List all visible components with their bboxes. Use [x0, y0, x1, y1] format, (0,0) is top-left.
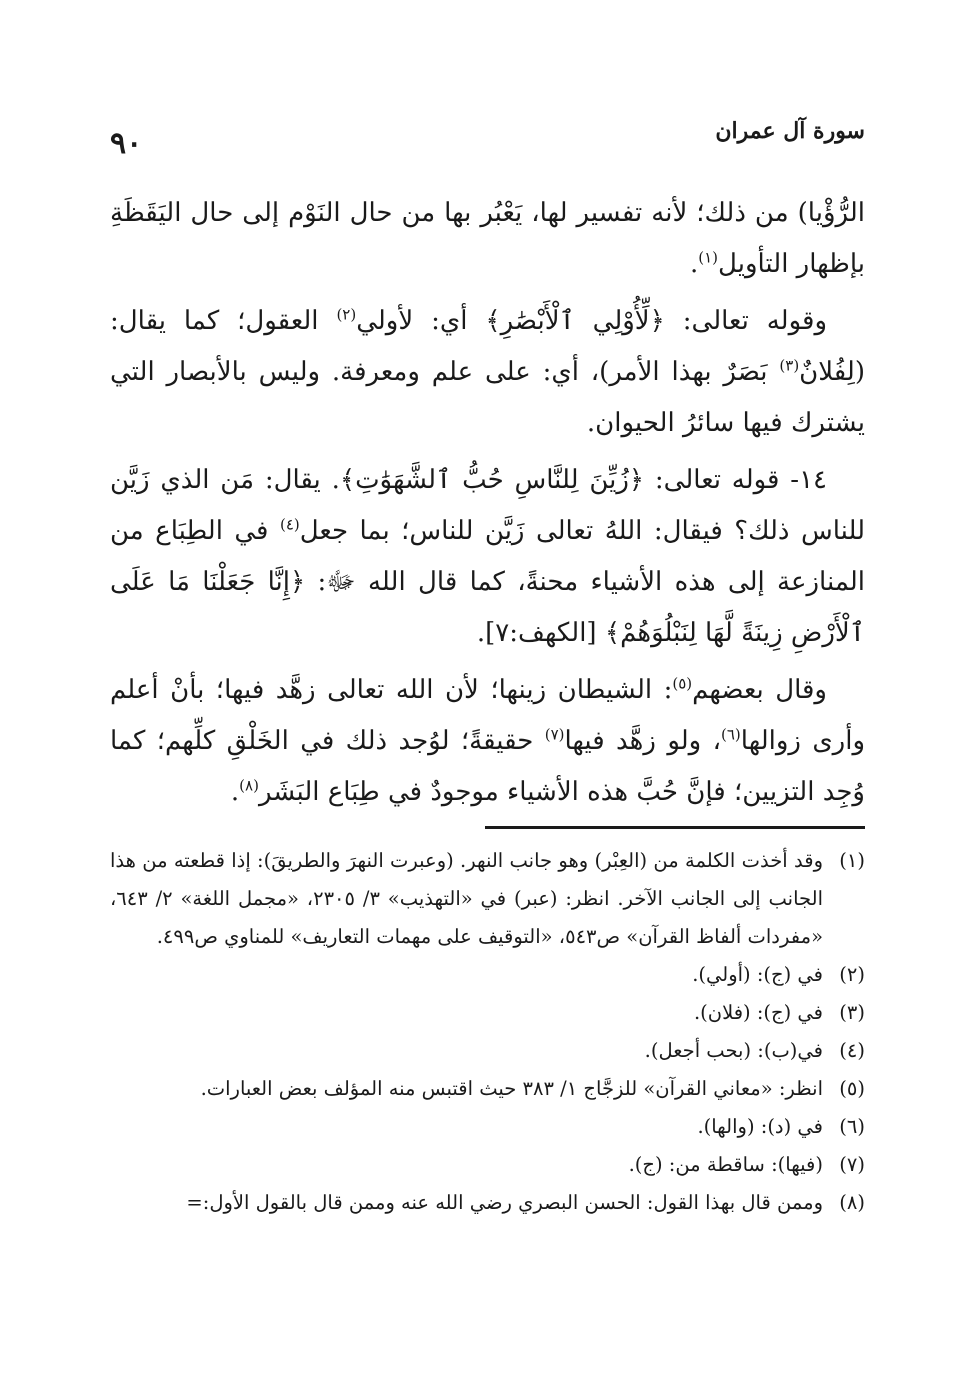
paragraph-text: العقول؛ كما يقال: (لِفُلانٌ: [110, 306, 865, 387]
paragraph-1: [110, 188, 865, 290]
footnote-text: (فيها): ساقطة من: (ج).: [628, 1153, 823, 1176]
footnote-text: انظر: «معاني القرآن» للزجَّاج ١/ ٣٨٣ حيث اقتبس منه المؤلف بعض العبارات.: [200, 1077, 823, 1100]
paragraph-text: حقيقةً؛ لوُجد ذلك في الخَلْقِ كلِّهم؛ كما وُجِد التزيين؛ فإنَّ حُبَّ هذه الأشياء موجودٌ في طِبَاع البَشَر: [110, 726, 865, 807]
footnote-ref-4: (٤): [279, 515, 300, 534]
paragraph-text: .: [689, 249, 699, 279]
main-text: [110, 188, 865, 824]
paragraph-text: وقوله تعالى: ﴿لِّأُوْلِي ٱلْأَبْصَٰرِ﴾ أي: لأولي: [356, 306, 828, 336]
footnote-number: (١): [839, 849, 865, 872]
paragraph-text: الرُّؤْيا) من ذلك؛ لأنه تفسير لها، يَعْبُر بها من حال النَوْم إلى حال اليَقَظَةِ بإظهار التأويل: [110, 198, 865, 279]
footnote-text: وممن قال بهذا القول: الحسن البصري رضي الله عنه وممن قال بالقول الأول:=: [186, 1191, 823, 1214]
footnote-ref-6: (٦): [721, 725, 741, 744]
paragraph-text: .: [230, 777, 240, 807]
footnote-number: (٣): [839, 1001, 865, 1024]
footnote-ref-5: (٥): [672, 674, 693, 693]
paragraph-text: ١٤- قوله تعالى: ﴿زُيِّنَ لِلنَّاسِ حُبُّ ٱلشَّهَوَٰتِ﴾. يقال: مَن الذي زَيَّن للناس ذلك؟ فيقال: اللهُ تعالى زَيَّن للناس؛ بما جعل: [110, 465, 865, 546]
page-number: ٩٠: [110, 126, 143, 161]
footnote-number: (٧): [839, 1153, 865, 1176]
footnote-2: [110, 956, 865, 994]
footnote-number: (٤): [839, 1039, 865, 1062]
footnote-text: في (ج): (أولي).: [692, 963, 823, 986]
footnote-4: [110, 1032, 865, 1070]
paragraph-text: بَصَرٌ بهذا الأمر)، أي: على علم ومعرفة. وليس بالأبصار التي يشترك فيها سائرُ الحيوان.: [110, 357, 865, 438]
footnote-text: في (ج): (فلان).: [693, 1001, 823, 1024]
footnote-number: (٥): [839, 1077, 865, 1100]
footnote-ref-3: (٣): [779, 356, 800, 375]
paragraph-3: [110, 455, 865, 659]
footnote-1: [110, 842, 865, 956]
footnotes: [110, 842, 865, 1222]
footnote-number: (٨): [839, 1191, 865, 1214]
paragraph-2: [110, 296, 865, 449]
footnote-ref-2: (٢): [336, 305, 357, 324]
footnote-6: [110, 1108, 865, 1146]
footnote-8: [110, 1184, 865, 1222]
paragraph-4: [110, 665, 865, 818]
footnote-ref-1: (١): [698, 248, 719, 267]
footnote-7: [110, 1146, 865, 1184]
footnote-5: [110, 1070, 865, 1108]
footnote-text: في (د): (والها).: [697, 1115, 823, 1138]
footnote-text: في(ب): (بحب أجعل).: [644, 1039, 823, 1062]
footnote-ref-7: (٧): [544, 725, 565, 744]
running-title: سورة آل عمران: [715, 118, 865, 144]
footnote-text: وقد أخذت الكلمة من (العِبْر) وهو جانب النهر. (وعبرت النهرَ والطريقَ): إذا قطعته من هذا الجانب إلى الجانب الآخر. انظر: (عبر) في «التهذيب» ٣/ ٢٣٠٥، «مجمل اللغة» ٢/ ٦٤٣، «مفردات ألفاظ القرآن» ص٥٤٣، «التوقيف على مهمات التعاريف» للمناوي ص٤٩٩.: [110, 849, 823, 948]
paragraph-text: ، ولو زهَّد فيها: [564, 726, 721, 756]
paragraph-text: في الطِبَاع من المنازعة إلى هذه الأشياء محنةً، كما قال الله ﷻ: ﴿إِنَّا جَعَلْنَا مَا عَلَى ٱلْأَرْضِ زِينَةً لَّهَا لِنَبْلُوَهُمْ﴾ [الكهف:٧].: [110, 516, 865, 648]
page-header: [110, 108, 865, 161]
paragraph-text: وقال بعضهم: [692, 675, 827, 705]
footnote-number: (٦): [839, 1115, 865, 1138]
paragraph-text: : الشيطان زينها؛ لأن الله تعالى زهَّد فيها؛ بأنْ أعلم وأرى زوالها: [110, 675, 865, 756]
footnote-separator: [485, 826, 865, 829]
footnote-number: (٢): [839, 963, 865, 986]
footnote-ref-8: (٨): [239, 776, 259, 795]
footnote-3: [110, 994, 865, 1032]
